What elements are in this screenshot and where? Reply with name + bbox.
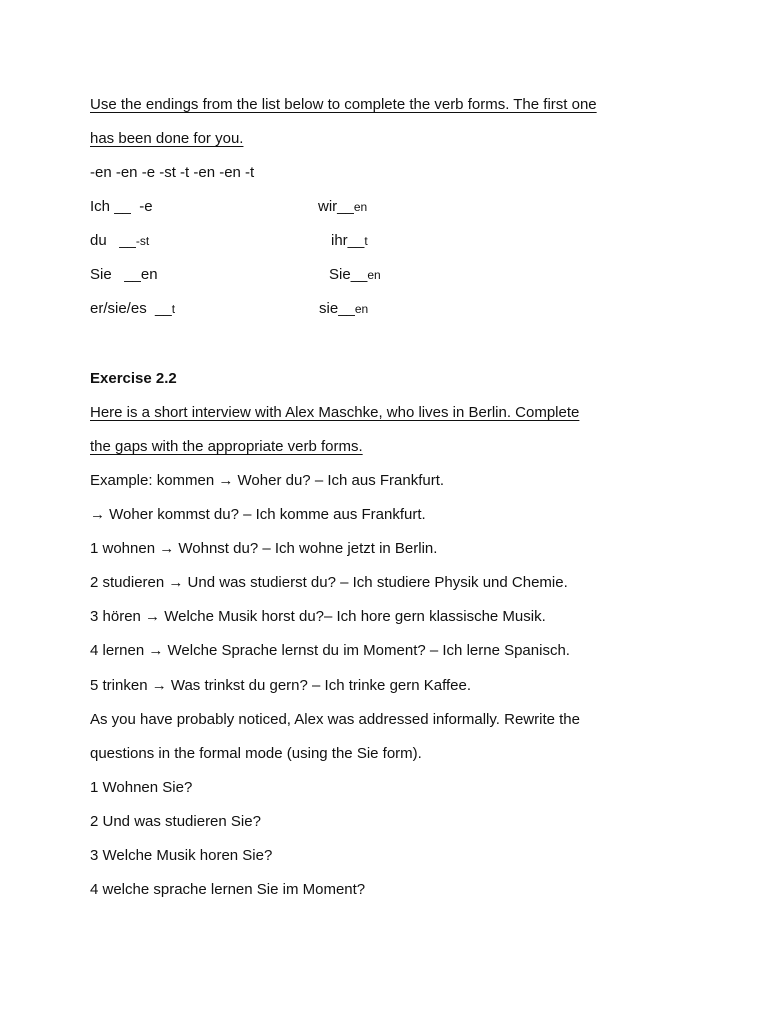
conj-right-4: sie__en bbox=[319, 300, 369, 317]
instruction-line-2: has been done for you. bbox=[90, 130, 244, 147]
note-line-1: As you have probably noticed, Alex was addressed informally. Rewrite the bbox=[90, 711, 580, 728]
answer-line: 5 trinken → Was trinkst du gern? – Ich trinke gern Kaffee. bbox=[90, 677, 472, 694]
exercise-intro-line-2: the gaps with the appropriate verb forms. bbox=[90, 438, 363, 455]
answer-line: 2 studieren → Und was studierst du? – Ich studiere Physik und Chemie. bbox=[90, 574, 568, 591]
formal-question: 4 welche sprache lernen Sie im Moment? bbox=[90, 881, 366, 898]
formal-question: 2 Und was studieren Sie? bbox=[90, 813, 261, 830]
conj-right-2: ihr__t bbox=[331, 232, 368, 249]
conj-left-3: Sie __en bbox=[90, 266, 158, 283]
answer-line: 3 hören → Welche Musik horst du?– Ich hore gern klassische Musik. bbox=[90, 608, 546, 625]
conj-left-2: du __-st bbox=[90, 232, 150, 249]
instruction-line-1: Use the endings from the list below to complete the verb forms. The first one bbox=[90, 96, 597, 113]
answer-line: 4 lernen → Welche Sprache lernst du im Moment? – Ich lerne Spanisch. bbox=[90, 642, 570, 659]
formal-question: 3 Welche Musik horen Sie? bbox=[90, 847, 273, 864]
note-line-2: questions in the formal mode (using the Sie form). bbox=[90, 745, 422, 762]
conj-left-4: er/sie/es __t bbox=[90, 300, 176, 317]
endings-list: -en -en -e -st -t -en -en -t bbox=[90, 164, 255, 181]
example-line-2: → Woher kommst du? – Ich komme aus Frankfurt. bbox=[90, 506, 426, 523]
exercise-intro-line-1: Here is a short interview with Alex Maschke, who lives in Berlin. Complete bbox=[90, 404, 580, 421]
exercise-title: Exercise 2.2 bbox=[90, 370, 177, 387]
conj-right-3: Sie__en bbox=[329, 266, 381, 283]
example-line-1: Example: kommen → Woher du? – Ich aus Frankfurt. bbox=[90, 472, 445, 489]
conj-left-1: Ich __ -e bbox=[90, 198, 153, 215]
formal-question: 1 Wohnen Sie? bbox=[90, 779, 193, 796]
answer-line: 1 wohnen → Wohnst du? – Ich wohne jetzt in Berlin. bbox=[90, 540, 438, 557]
conj-right-1: wir__en bbox=[318, 198, 368, 215]
